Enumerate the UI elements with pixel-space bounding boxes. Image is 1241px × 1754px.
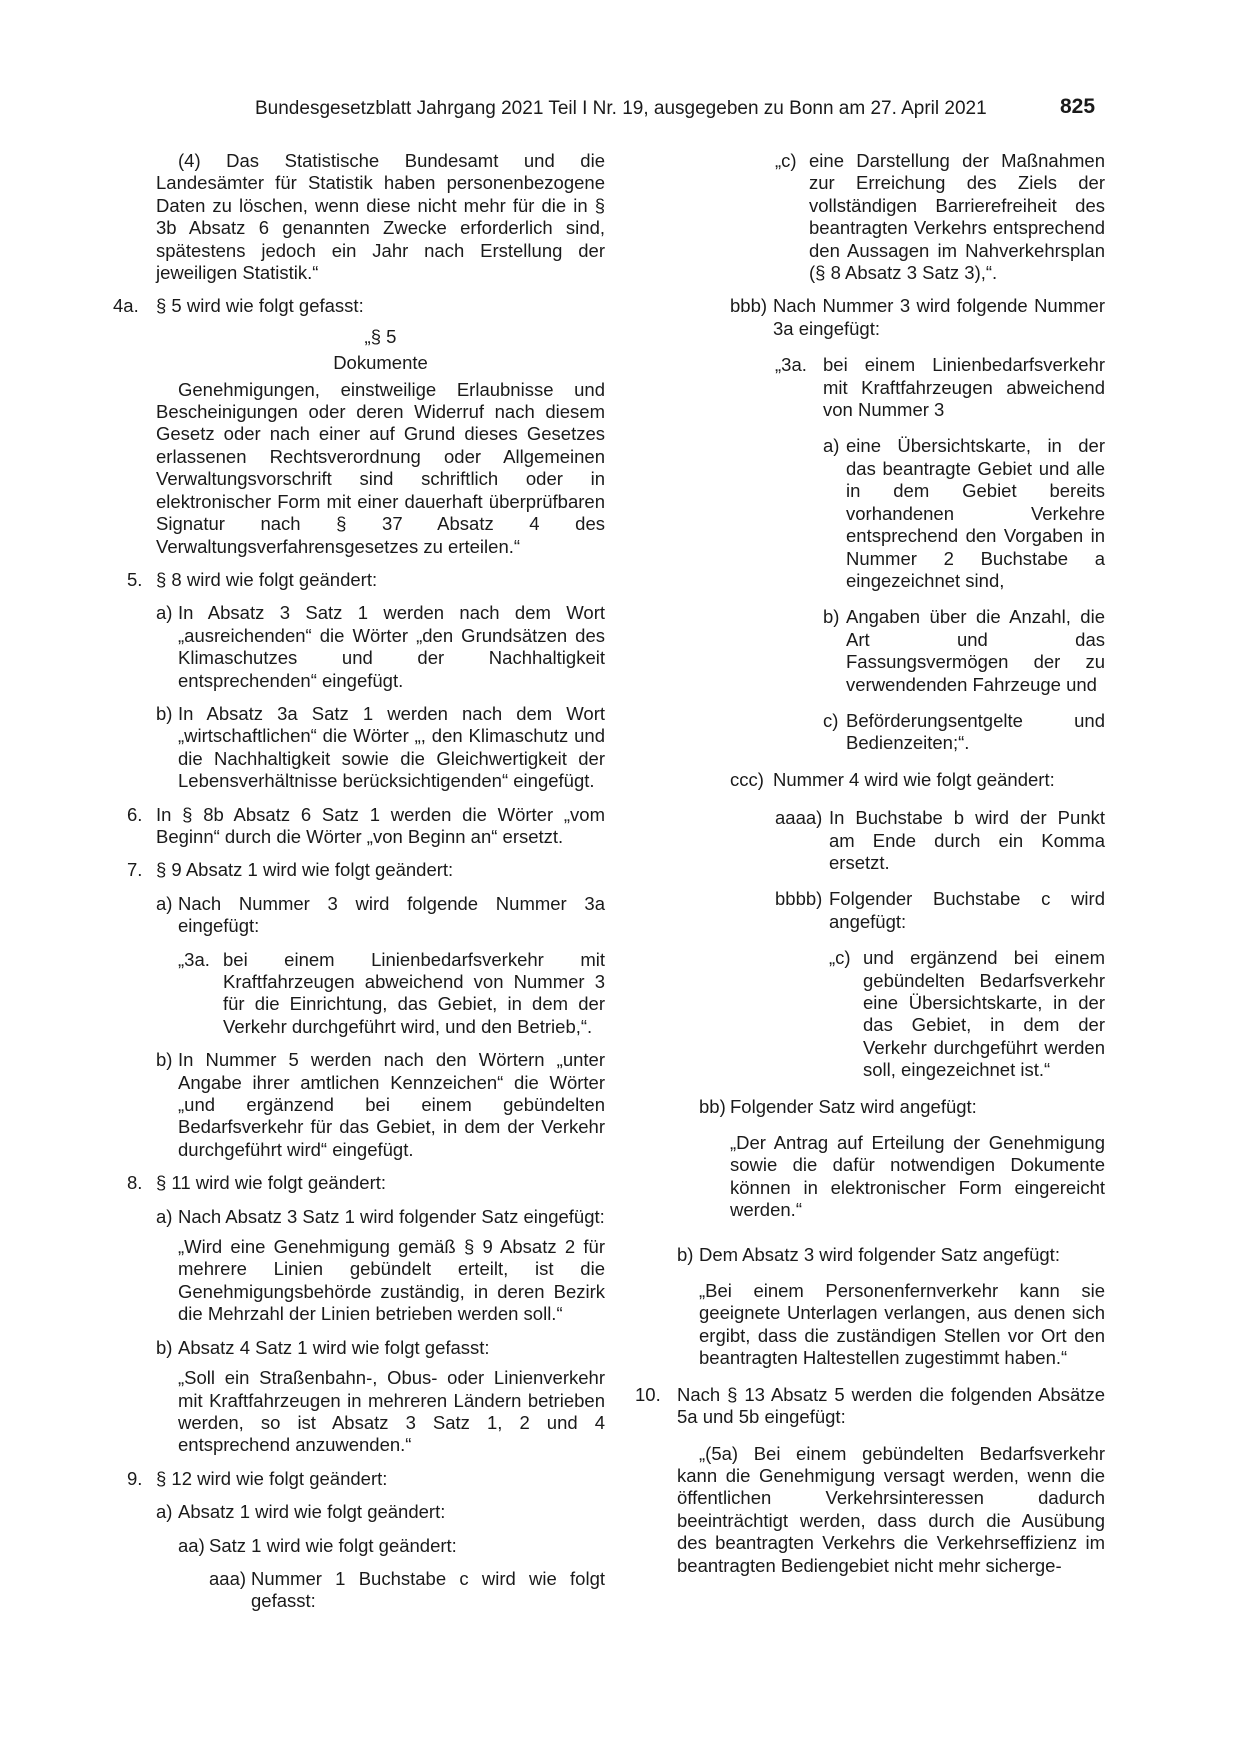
list-label: 4a.	[113, 295, 139, 317]
list-text: § 8 wird wie folgt geändert:	[156, 568, 378, 590]
list-label: a)	[156, 1501, 173, 1523]
amended-item-3a	[627, 354, 1105, 421]
list-item-9a-aaa	[127, 1568, 605, 1613]
left-column	[113, 150, 605, 1624]
list-text: § 9 Absatz 1 wird wie folgt geändert:	[156, 859, 454, 881]
quote-b: „Bei einem Personenfernverkehr kann sie geeignete Unterlagen verlangen, aus denen sich ergibt, dass die zuständigen Stellen vor Ort den beantragten Haltestellen zugestimmt haben.“	[699, 1280, 1105, 1369]
list-item-bbbb	[627, 888, 1105, 933]
section-title: Dokumente	[333, 352, 428, 374]
list-label: b)	[156, 1336, 173, 1358]
list-label: 8.	[127, 1172, 143, 1194]
list-text: Nach Nummer 3 wird folgende Nummer 3a eingefügt:	[773, 295, 1105, 339]
amended-item-bbbb-c	[627, 947, 1105, 1081]
page-number: 825	[1060, 95, 1096, 118]
list-item-7b	[127, 1049, 605, 1161]
list-label: 10.	[635, 1383, 661, 1405]
list-label: ccc)	[730, 768, 764, 790]
amended-item-3a-b	[627, 606, 1105, 696]
list-text: Satz 1 wird wie folgt geändert:	[209, 1534, 457, 1556]
page-header	[0, 95, 1241, 128]
list-text: eine Übersichtskarte, in der das beantragte Gebiet und alle in dem Gebiet bereits vorhandenen Verkehre entsprechend den Vorgaben in Nummer 2 Buchstabe a eingezeichnet sind,	[846, 435, 1105, 591]
list-item-bbb	[627, 295, 1105, 340]
list-item-4a	[113, 295, 605, 317]
list-label: 5.	[127, 568, 143, 590]
list-label: a)	[156, 892, 173, 914]
list-label: a)	[156, 602, 173, 624]
list-item-10	[627, 1384, 1105, 1429]
list-label: a)	[823, 435, 840, 457]
list-label: 6.	[127, 803, 143, 825]
list-text: Dem Absatz 3 wird folgender Satz angefügt:	[699, 1243, 1060, 1265]
list-item-9a	[127, 1501, 605, 1523]
list-label: „3a.	[178, 948, 210, 970]
list-item-9	[127, 1468, 605, 1490]
list-item-5a	[127, 602, 605, 692]
list-item-5	[127, 569, 605, 591]
list-text: Folgender Buchstabe c wird angefügt:	[829, 888, 1105, 932]
list-text: Absatz 4 Satz 1 wird wie folgt gefasst:	[178, 1336, 490, 1358]
list-text: Folgender Satz wird angefügt:	[730, 1095, 977, 1117]
list-item-9a-aa	[127, 1535, 605, 1557]
list-label: a)	[156, 1205, 173, 1227]
section-heading: „§ 5	[364, 325, 397, 347]
gazette-title: Bundesgesetzblatt Jahrgang 2021 Teil I Nr. 19, ausgegeben zu Bonn am 27. April 2021	[255, 98, 987, 119]
list-label: b)	[823, 606, 840, 628]
amended-item-c	[627, 150, 1105, 284]
list-label: aa)	[178, 1534, 205, 1556]
list-label: bbbb)	[775, 888, 823, 910]
list-item-8	[127, 1172, 605, 1194]
list-label: b)	[156, 1049, 173, 1071]
list-label: „3a.	[775, 354, 807, 376]
quote-8a: „Wird eine Genehmigung gemäß § 9 Absatz 2 für mehrere Linien gebündelt erteilt, ist die Genehmigungsbehörde zuständig, in deren Bezirk die Mehrzahl der Linien betrieben werden soll.“	[178, 1236, 605, 1325]
list-label: „c)	[829, 947, 851, 969]
right-column	[627, 150, 1105, 1588]
list-text: In Absatz 3a Satz 1 werden nach dem Wort „wirtschaftlichen“ die Wörter „, den Klimaschutz und die Nachhaltigkeit sowie die Gleichwertigkeit der Lebensverhältnisse berücksichtigenden“ eingefügt.	[178, 702, 605, 792]
list-label: b)	[156, 702, 173, 724]
list-text: bei einem Linienbedarfsverkehr mit Kraftfahrzeugen abweichend von Nummer 3 für die Einrichtung, das Gebiet, in dem der Verkehr durchgeführt wird, und den Betrieb,“.	[223, 948, 605, 1037]
list-label: 7.	[127, 859, 143, 881]
list-text: In Buchstabe b wird der Punkt am Ende durch ein Komma ersetzt.	[829, 807, 1105, 873]
list-item-8a	[127, 1206, 605, 1228]
list-label: bb)	[699, 1095, 726, 1117]
list-label: „c)	[775, 150, 797, 171]
list-text: In Absatz 3 Satz 1 werden nach dem Wort „ausreichenden“ die Wörter „den Grundsätzen des Klimaschutzes und der Nachhaltigkeit entsprechenden“ eingefügt.	[178, 602, 605, 691]
list-item-5b	[127, 703, 605, 793]
list-item-bb	[627, 1096, 1105, 1118]
list-text: Nach § 13 Absatz 5 werden die folgenden Absätze 5a und 5b eingefügt:	[677, 1383, 1105, 1428]
list-label: 9.	[127, 1467, 143, 1489]
list-text: § 5 wird wie folgt gefasst:	[156, 295, 364, 317]
list-text: eine Darstellung der Maßnahmen zur Erreichung des Ziels der vollständigen Barrierefreiheit des beantragten Verkehrs entsprechend den Aussagen im Nahverkehrsplan (§ 8 Absatz 3 Satz 3),“.	[809, 150, 1105, 284]
list-text: Beförderungsentgelte und Bedienzeiten;“.	[846, 709, 1105, 754]
list-text: Nach Absatz 3 Satz 1 wird folgender Satz eingefügt:	[178, 1205, 605, 1227]
list-text: bei einem Linienbedarfsverkehr mit Kraftfahrzeugen abweichend von Nummer 3	[823, 354, 1105, 421]
paragraph-4: (4) Das Statistische Bundesamt und die Landesämter für Statistik haben personenbezogene Daten zu löschen, wenn diese nicht mehr für die in § 3b Absatz 6 genannten Zwecke erforderlich sind, spätestens jedoch ein Jahr nach Erstellung der jeweiligen Statistik.“	[156, 150, 605, 284]
list-text: § 11 wird wie folgt geändert:	[156, 1172, 387, 1194]
list-item-7a	[127, 893, 605, 938]
quote-8b: „Soll ein Straßenbahn-, Obus- oder Linienverkehr mit Kraftfahrzeugen in mehreren Ländern betrieben werden, so ist Absatz 3 Satz 1, 2 und 4 entsprechend anzuwenden.“	[178, 1367, 605, 1456]
list-text: Nummer 1 Buchstabe c wird wie folgt gefasst:	[251, 1567, 605, 1612]
list-text: Nummer 4 wird wie folgt geändert:	[773, 768, 1055, 790]
list-item-6	[127, 804, 605, 849]
list-item-8b	[127, 1337, 605, 1359]
amended-item-3a-a	[627, 435, 1105, 592]
list-text: In § 8b Absatz 6 Satz 1 werden die Wörter „vom Beginn“ durch die Wörter „von Beginn an“ ersetzt.	[156, 803, 605, 847]
list-text: Angaben über die Anzahl, die Art und das Fassungsvermögen der zu verwendenden Fahrzeuge und	[846, 606, 1105, 695]
list-text: Nach Nummer 3 wird folgende Nummer 3a eingefügt:	[178, 892, 605, 937]
list-item-aaaa	[627, 807, 1105, 874]
quote-10: „(5a) Bei einem gebündelten Bedarfsverkehr kann die Genehmigung versagt werden, wenn die öffentlichen Verkehrsinteressen dadurch beeinträchtigt werden, dass durch die Ausübung des beantragten Verkehrs die Verkehrseffizienz im beantragten Bediengebiet nicht mehr sicherge-	[677, 1442, 1105, 1576]
list-text: § 12 wird wie folgt geändert:	[156, 1467, 388, 1489]
section-body: Genehmigungen, einstweilige Erlaubnisse und Bescheinigungen oder deren Widerruf nach diesem Gesetz oder nach einer auf Grund dieses Gesetzes erlassenen Rechtsverordnung oder Allgemeinen Verwaltungsvorschrift sind schriftlich oder in elektronischer Form mit einer dauerhaft überprüfbaren Signatur nach § 37 Absatz 4 des Verwaltungsverfahrensgesetzes zu erteilen.“	[156, 378, 605, 557]
list-item-7	[127, 859, 605, 881]
list-item-7a-3a	[127, 949, 605, 1039]
quote-bb: „Der Antrag auf Erteilung der Genehmigung sowie die dafür notwendigen Dokumente können in elektronischer Form eingereicht werden.“	[730, 1132, 1105, 1221]
list-item-b	[627, 1244, 1105, 1266]
list-label: c)	[823, 709, 839, 731]
list-text: In Nummer 5 werden nach den Wörtern „unter Angabe ihrer amtlichen Kennzeichen“ die Wörter „und ergänzend bei einem gebündelten Bedarfsverkehr für das Gebiet, in dem der Verkehr durchgeführt wird“ eingefügt.	[178, 1049, 605, 1160]
list-label: b)	[677, 1243, 694, 1265]
list-label: aaaa)	[775, 807, 823, 829]
list-item-ccc	[627, 769, 1105, 791]
list-label: bbb)	[730, 295, 768, 317]
list-label: aaa)	[209, 1567, 247, 1589]
list-text: Absatz 1 wird wie folgt geändert:	[178, 1501, 446, 1523]
list-text: und ergänzend bei einem gebündelten Bedarfsverkehr eine Übersichtskarte, in der das Gebiet, in dem der Verkehr durchgeführt werden soll, eingezeichnet ist.“	[863, 947, 1105, 1081]
amended-item-3a-c	[627, 710, 1105, 755]
